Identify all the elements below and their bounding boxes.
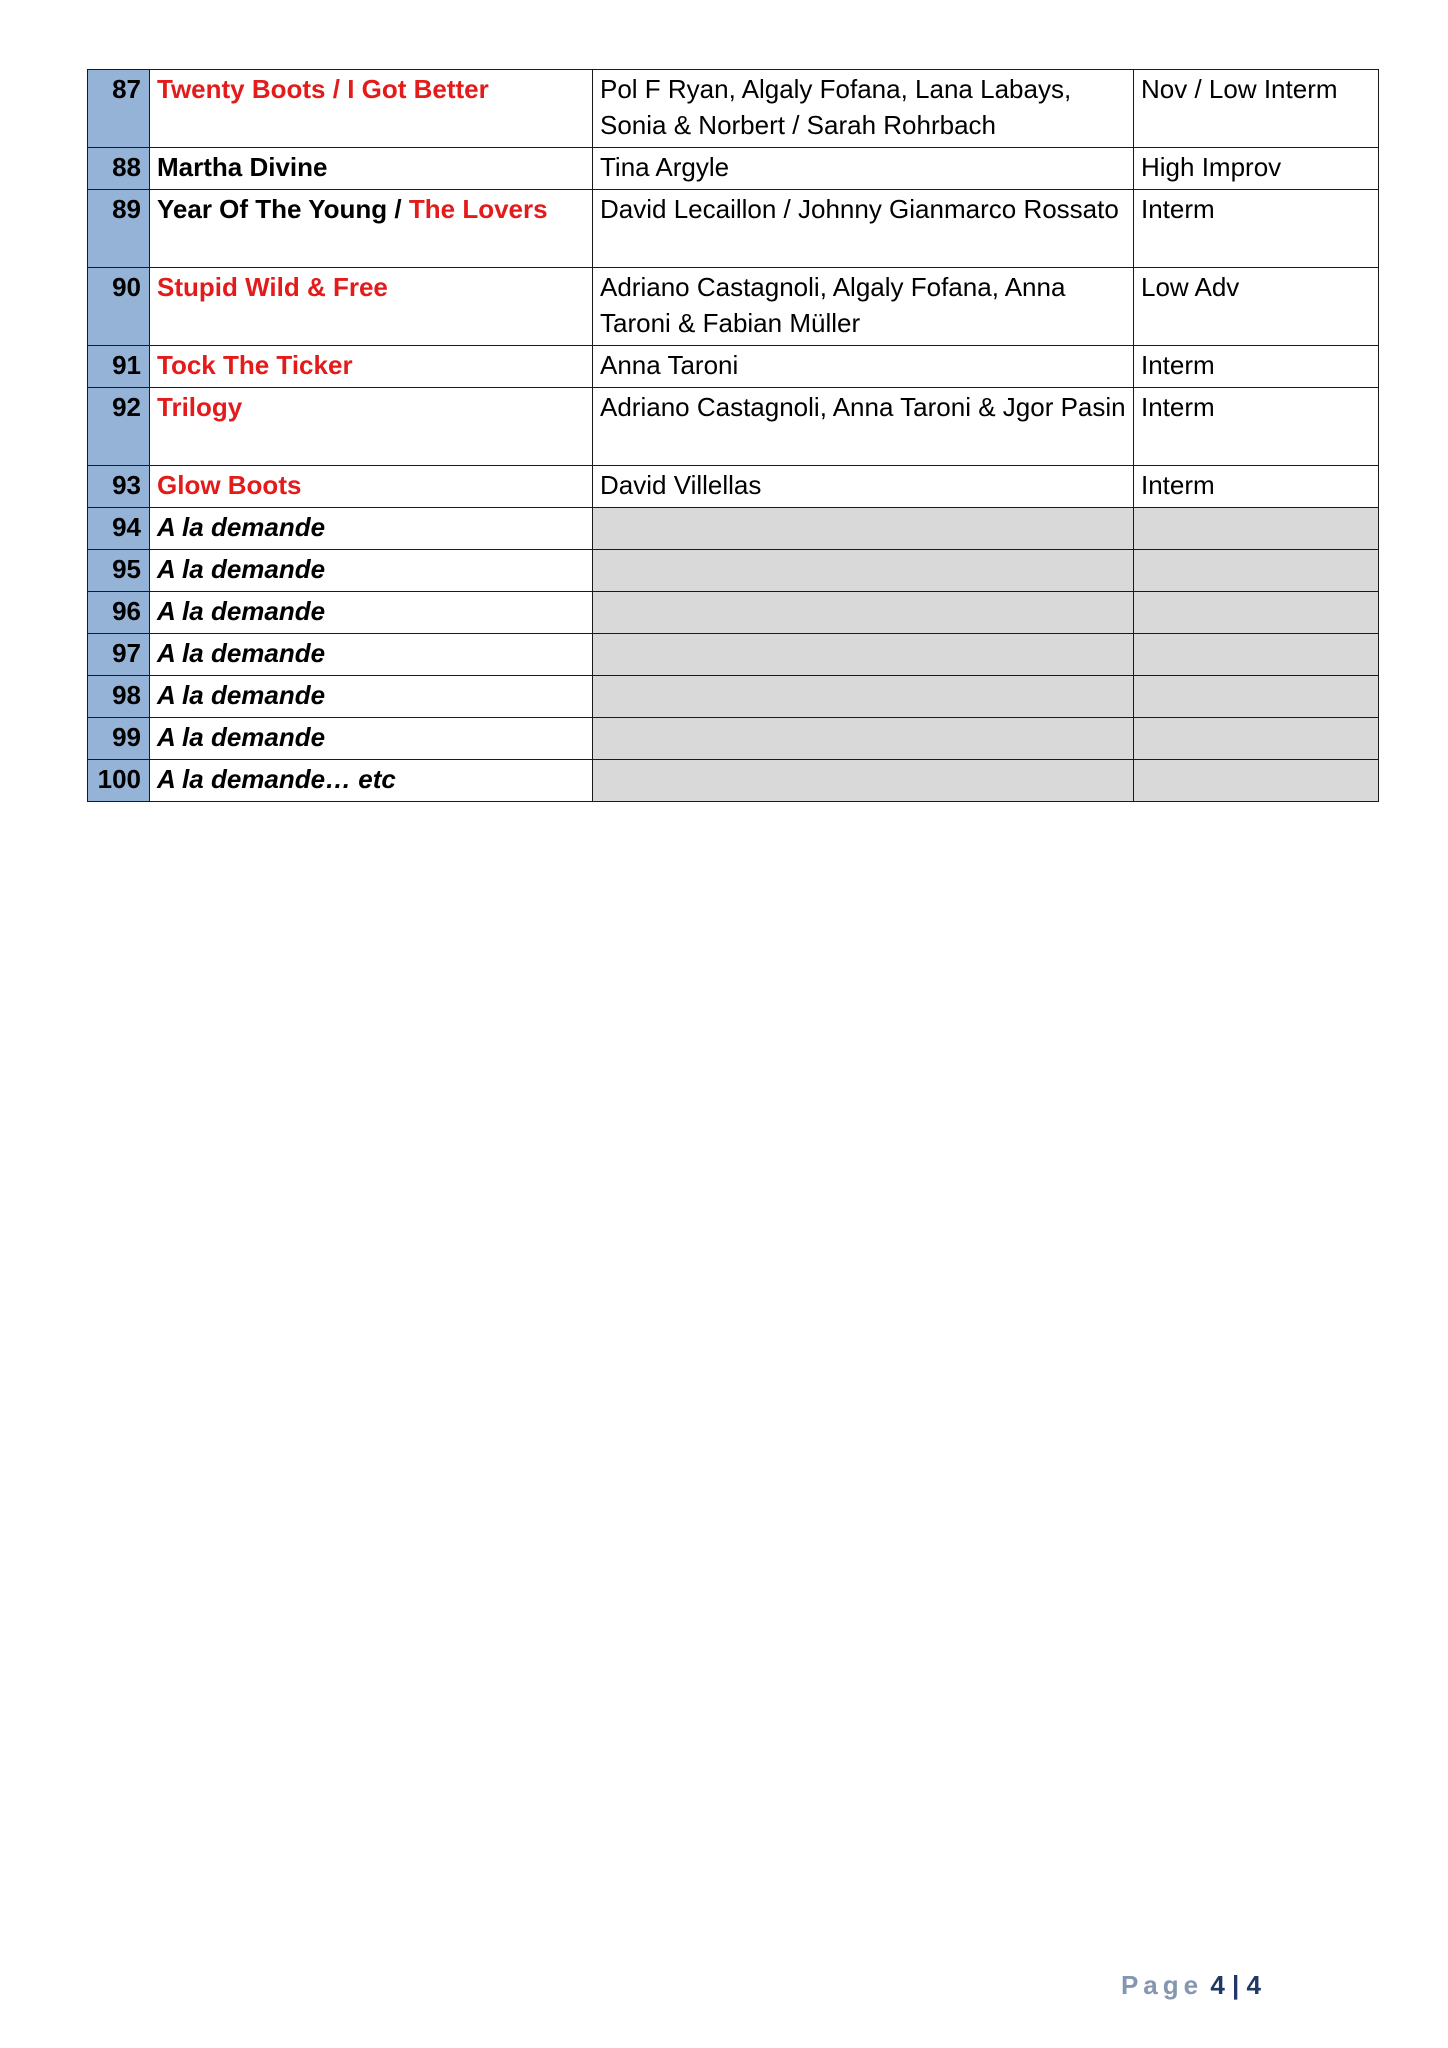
dance-title — [150, 388, 593, 466]
row-number: 92 — [88, 388, 150, 466]
choreographers: David Lecaillon / Johnny Gianmarco Rossato — [593, 190, 1134, 268]
table-row — [88, 346, 1379, 388]
request-label: A la demande — [150, 634, 593, 676]
empty-choreographer-cell — [593, 550, 1134, 592]
request-label: A la demande… etc — [150, 760, 593, 802]
request-label: A la demande — [150, 592, 593, 634]
dance-level: Low Adv — [1134, 268, 1379, 346]
empty-choreographer-cell — [593, 676, 1134, 718]
dance-list-table — [87, 69, 1379, 802]
dance-level: Interm — [1134, 190, 1379, 268]
row-number: 98 — [88, 676, 150, 718]
dance-title — [150, 190, 593, 268]
table-body — [88, 70, 1379, 802]
dance-level: Interm — [1134, 388, 1379, 466]
empty-level-cell — [1134, 592, 1379, 634]
empty-level-cell — [1134, 550, 1379, 592]
choreographers: David Villellas — [593, 466, 1134, 508]
dance-title-part: Martha Divine — [157, 152, 328, 182]
request-label: A la demande — [150, 508, 593, 550]
dance-title-part: Twenty Boots / I Got Better — [157, 74, 489, 104]
dance-level: Nov / Low Interm — [1134, 70, 1379, 148]
dance-title-part: Glow Boots — [157, 470, 302, 500]
choreographers: Anna Taroni — [593, 346, 1134, 388]
dance-title — [150, 346, 593, 388]
page-label: Page — [1120, 1970, 1204, 2000]
empty-choreographer-cell — [593, 718, 1134, 760]
row-number: 99 — [88, 718, 150, 760]
row-number: 87 — [88, 70, 150, 148]
dance-title — [150, 466, 593, 508]
request-row — [88, 592, 1379, 634]
dance-title-part: Tock The Ticker — [157, 350, 353, 380]
dance-title — [150, 148, 593, 190]
empty-choreographer-cell — [593, 760, 1134, 802]
row-number: 100 — [88, 760, 150, 802]
choreographers: Tina Argyle — [593, 148, 1134, 190]
choreographers: Adriano Castagnoli, Anna Taroni & Jgor Pasin — [593, 388, 1134, 466]
empty-level-cell — [1134, 676, 1379, 718]
row-number: 96 — [88, 592, 150, 634]
empty-level-cell — [1134, 634, 1379, 676]
empty-level-cell — [1134, 718, 1379, 760]
empty-level-cell — [1134, 508, 1379, 550]
page-footer — [1121, 1970, 1261, 2001]
row-number: 97 — [88, 634, 150, 676]
choreographers: Pol F Ryan, Algaly Fofana, Lana Labays, Sonia & Norbert / Sarah Rohrbach — [593, 70, 1134, 148]
dance-level: High Improv — [1134, 148, 1379, 190]
row-number: 88 — [88, 148, 150, 190]
row-number: 89 — [88, 190, 150, 268]
empty-choreographer-cell — [593, 592, 1134, 634]
dance-title-part: Trilogy — [157, 392, 243, 422]
empty-choreographer-cell — [593, 634, 1134, 676]
row-number: 95 — [88, 550, 150, 592]
row-number: 94 — [88, 508, 150, 550]
dance-title-part: Year Of The Young / — [157, 194, 409, 224]
request-row — [88, 718, 1379, 760]
row-number: 93 — [88, 466, 150, 508]
table-row — [88, 466, 1379, 508]
request-row — [88, 550, 1379, 592]
table-row — [88, 70, 1379, 148]
empty-level-cell — [1134, 760, 1379, 802]
request-row — [88, 634, 1379, 676]
request-label: A la demande — [150, 550, 593, 592]
dance-title — [150, 268, 593, 346]
request-row — [88, 508, 1379, 550]
request-label: A la demande — [150, 718, 593, 760]
dance-title-part: Stupid Wild & Free — [157, 272, 388, 302]
table-row — [88, 190, 1379, 268]
page-number: 4 | 4 — [1210, 1970, 1261, 2000]
request-label: A la demande — [150, 676, 593, 718]
dance-level: Interm — [1134, 466, 1379, 508]
dance-title — [150, 70, 593, 148]
empty-choreographer-cell — [593, 508, 1134, 550]
row-number: 90 — [88, 268, 150, 346]
table-row — [88, 388, 1379, 466]
row-number: 91 — [88, 346, 150, 388]
request-row — [88, 760, 1379, 802]
choreographers: Adriano Castagnoli, Algaly Fofana, Anna Taroni & Fabian Müller — [593, 268, 1134, 346]
dance-title-part: The Lovers — [408, 194, 548, 224]
dance-level: Interm — [1134, 346, 1379, 388]
request-row — [88, 676, 1379, 718]
table-row — [88, 148, 1379, 190]
table-row — [88, 268, 1379, 346]
